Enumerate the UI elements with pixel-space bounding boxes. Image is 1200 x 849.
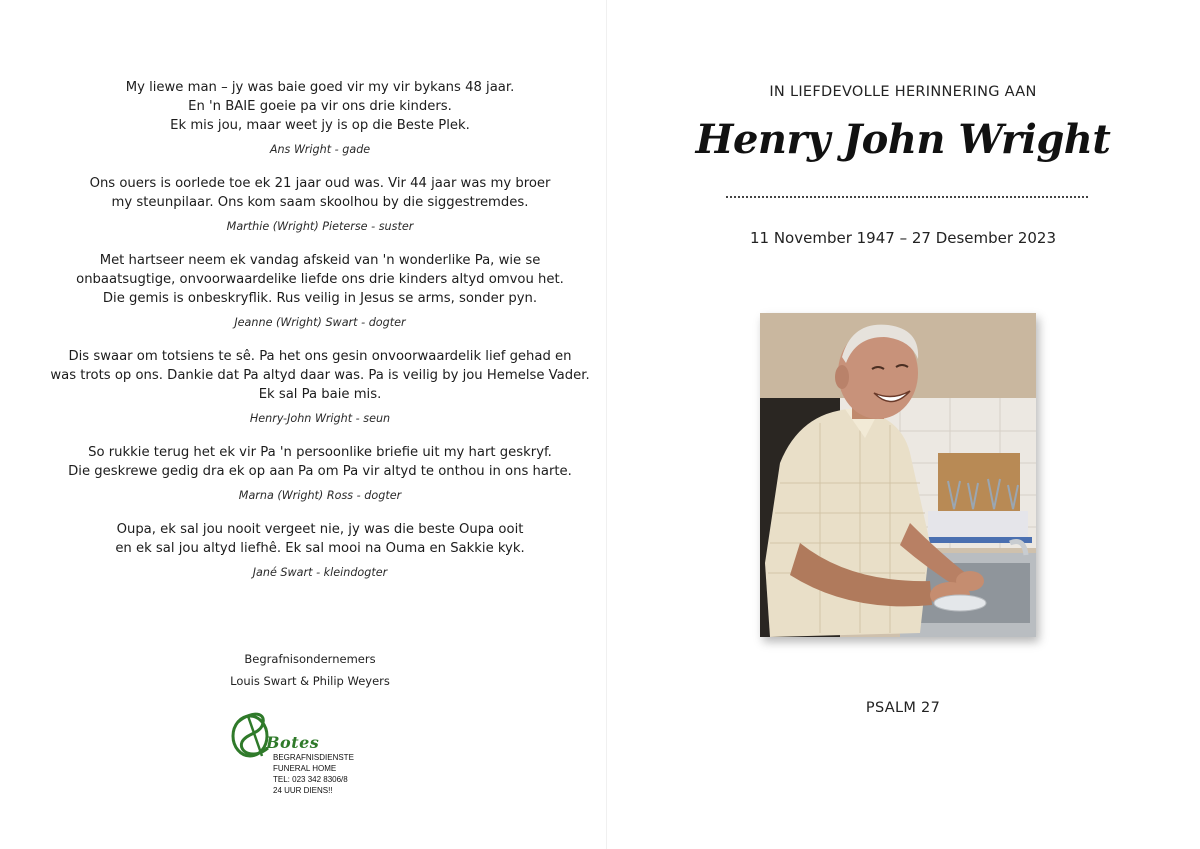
undertakers-block — [180, 652, 440, 696]
tribute-message: Met hartseer neem ek vandag afskeid van 'n wonderlike Pa, wie se onbaatsugtige, onvoorwaardelike liefde ons drie kinders altyd omvou het. Die gemis is onbeskryflik. Rus veilig in Jesus se arms, sonder pyn. — [76, 253, 564, 306]
tribute — [20, 347, 620, 425]
undertakers-names: Louis Swart & Philip Weyers — [230, 674, 390, 688]
portrait-photo — [760, 313, 1036, 637]
dotted-divider — [726, 196, 1088, 198]
life-dates: 11 November 1947 – 27 Desember 2023 — [749, 229, 1056, 247]
tribute — [20, 251, 620, 329]
tribute — [20, 520, 620, 579]
tribute-signature: Ans Wright - gade — [269, 143, 371, 156]
logo-line: 24 UUR DIENS!! — [273, 786, 333, 795]
tribute-message: So rukkie terug het ek vir Pa 'n persoonlike briefie uit my hart geskryf. Die geskrewe gedig dra ek op aan Pa om Pa vir altyd te onthou in ons harte. — [68, 445, 572, 479]
logo-details — [273, 752, 354, 796]
undertakers-heading: Begrafnisondernemers — [244, 652, 376, 666]
cover-page — [606, 0, 1200, 849]
tribute-message: My liewe man – jy was baie goed vir my vir bykans 48 jaar. En 'n BAIE goeie pa vir ons drie kinders. Ek mis jou, maar weet jy is op die Beste Plek. — [125, 80, 515, 133]
tribute-message: Dis swaar om totsiens te sê. Pa het ons gesin onvoorwaardelik lief gehad en was trots op ons. Dankie dat Pa altyd daar was. Pa is veilig by jou Hemelse Vader. Ek sal Pa baie mis. — [50, 349, 590, 402]
psalm-reference: PSALM 27 — [865, 700, 941, 716]
tribute — [20, 78, 620, 156]
tribute-message: Oupa, ek sal jou nooit vergeet nie, jy was die beste Oupa ooit en ek sal jou altyd liefhê. Ek sal mooi na Ouma en Sakkie kyk. — [115, 522, 525, 556]
portrait-image — [760, 313, 1036, 637]
funeral-home-logo — [228, 708, 398, 803]
tribute — [20, 443, 620, 502]
deceased-name: Henry John Wright — [695, 116, 1111, 163]
tribute-signature: Jeanne (Wright) Swart - dogter — [234, 316, 406, 329]
tribute-signature: Henry-John Wright - seun — [249, 412, 391, 425]
logo-phone: TEL: 023 342 8306/8 — [273, 775, 348, 784]
tribute-signature: Marna (Wright) Ross - dogter — [238, 489, 402, 502]
memorial-heading: IN LIEFDEVOLLE HERINNERING AAN — [769, 84, 1037, 100]
tribute-message: Ons ouers is oorlede toe ek 21 jaar oud was. Vir 44 jaar was my broer my steunpilaar. Ons kom saam skoolhou by die siggestremdes. — [89, 176, 551, 210]
tributes-list — [20, 78, 620, 597]
tribute-signature: Jané Swart - kleindogter — [252, 566, 388, 579]
tribute-signature: Marthie (Wright) Pieterse - suster — [226, 220, 414, 233]
logo-line: BEGRAFNISDIENSTE — [273, 753, 354, 762]
logo-line: FUNERAL HOME — [273, 764, 337, 773]
logo-wordmark: Botes — [266, 733, 320, 752]
tribute — [20, 174, 620, 233]
